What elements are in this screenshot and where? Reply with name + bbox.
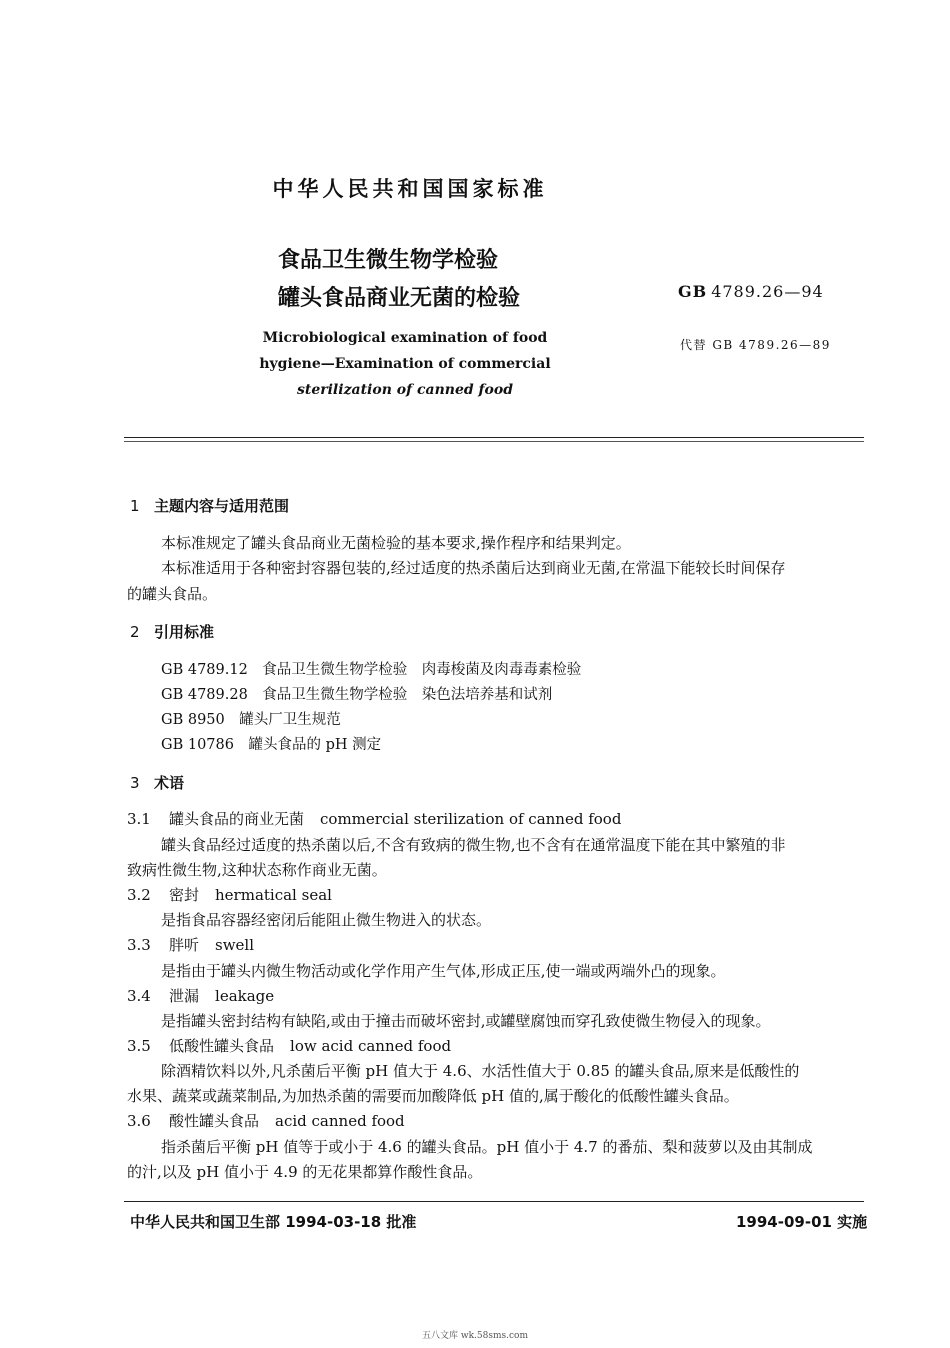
term-definition: 指杀菌后平衡 pH 值等于或小于 4.6 的罐头食品。pH 值小于 4.7 的番茄、梨和菠萝以及由其制成 <box>161 1138 813 1156</box>
term-definition: 除酒精饮料以外,凡杀菌后平衡 pH 值大于 4.6、水活性值大于 0.85 的罐头食品,原来是低酸性的 <box>161 1062 800 1080</box>
term-cn: 泄漏 <box>169 987 200 1005</box>
term-number: 3.3 <box>127 936 151 954</box>
section1-para1: 本标准规定了罐头食品商业无菌检验的基本要求,操作程序和结果判定。 <box>161 534 631 552</box>
standard-code <box>678 282 824 301</box>
footer-divider <box>124 1201 864 1202</box>
term-en: hermatical seal <box>215 886 332 904</box>
header-divider-secondary <box>124 441 864 442</box>
term-en: acid canned food <box>275 1112 405 1130</box>
reference-item: GB 4789.12 食品卫生微生物学检验 肉毒梭菌及肉毒毒素检验 <box>161 662 582 678</box>
reference-item: GB 8950 罐头厂卫生规范 <box>161 712 341 728</box>
term-cn: 低酸性罐头食品 <box>169 1037 275 1055</box>
term-3-1 <box>127 808 621 829</box>
term-en: low acid canned food <box>290 1037 452 1055</box>
term-en: swell <box>215 936 255 954</box>
national-standard-title: 中华人民共和国国家标准 <box>272 176 548 201</box>
section1-heading <box>130 495 289 516</box>
term-cn: 密封 <box>169 886 200 904</box>
replaces-standard: 代替 GB 4789.26—89 <box>680 338 831 352</box>
term-definition-cont: 水果、蔬菜或蔬菜制品,为加热杀菌的需要而加酸降低 pH 值的,属于酸化的低酸性罐头食品。 <box>127 1087 739 1105</box>
section3-number: 3 <box>130 774 140 792</box>
effective-date: 1994-09-01 实施 <box>736 1213 868 1231</box>
term-number: 3.5 <box>127 1037 151 1055</box>
term-definition-cont: 的汁,以及 pH 值小于 4.9 的无花果都算作酸性食品。 <box>127 1163 483 1181</box>
reference-item: GB 10786 罐头食品的 pH 测定 <box>161 737 382 753</box>
term-cn: 胖听 <box>169 936 200 954</box>
section1-number: 1 <box>130 497 140 515</box>
watermark: 五八文库 wk.58sms.com <box>422 1331 528 1341</box>
section2-number: 2 <box>130 623 140 641</box>
term-cn: 酸性罐头食品 <box>169 1112 260 1130</box>
term-number: 3.4 <box>127 987 151 1005</box>
term-3-3 <box>127 934 254 955</box>
en-title-line1: Microbiological examination of food <box>262 330 548 346</box>
section3-heading <box>130 772 184 793</box>
term-number: 3.1 <box>127 810 151 828</box>
header-divider <box>124 437 864 438</box>
standard-number: 4789.26—94 <box>711 282 824 301</box>
term-definition-cont: 致病性微生物,这种状态称作商业无菌。 <box>127 861 387 879</box>
term-definition: 是指食品容器经密闭后能阻止微生物进入的状态。 <box>161 911 492 929</box>
term-number: 3.6 <box>127 1112 151 1130</box>
section2-title: 引用标准 <box>154 623 215 641</box>
section1-title: 主题内容与适用范围 <box>154 497 290 515</box>
section2-heading <box>130 621 214 642</box>
term-cn: 罐头食品的商业无菌 <box>169 810 305 828</box>
section3-title: 术语 <box>154 774 185 792</box>
term-definition: 罐头食品经过适度的热杀菌以后,不含有致病的微生物,也不含有在通常温度下能在其中繁殖的非 <box>161 836 786 854</box>
term-number: 3.2 <box>127 886 151 904</box>
standard-prefix: GB <box>678 282 708 301</box>
cn-title-line1: 食品卫生微生物学检验 <box>278 248 499 273</box>
term-3-2 <box>127 884 332 905</box>
en-title-line2: hygiene—Examination of commercial <box>259 356 551 372</box>
term-en: leakage <box>215 987 275 1005</box>
en-title-line3: sterilization of canned food <box>296 382 514 398</box>
term-definition: 是指罐头密封结构有缺陷,或由于撞击而破坏密封,或罐壁腐蚀而穿孔致使微生物侵入的现象。 <box>161 1012 771 1030</box>
cn-title-line2: 罐头食品商业无菌的检验 <box>278 286 521 311</box>
term-3-4 <box>127 985 274 1006</box>
term-3-5 <box>127 1035 451 1056</box>
section1-para2-line1: 本标准适用于各种密封容器包装的,经过适度的热杀菌后达到商业无菌,在常温下能较长时间保存 <box>161 559 786 577</box>
term-3-6 <box>127 1110 405 1131</box>
term-definition: 是指由于罐头内微生物活动或化学作用产生气体,形成正压,使一端或两端外凸的现象。 <box>161 962 726 980</box>
term-en: commercial sterilization of canned food <box>320 810 622 828</box>
approval-line: 中华人民共和国卫生部 1994-03-18 批准 <box>130 1213 417 1231</box>
reference-item: GB 4789.28 食品卫生微生物学检验 染色法培养基和试剂 <box>161 687 553 703</box>
section1-para2-line2: 的罐头食品。 <box>127 585 218 603</box>
